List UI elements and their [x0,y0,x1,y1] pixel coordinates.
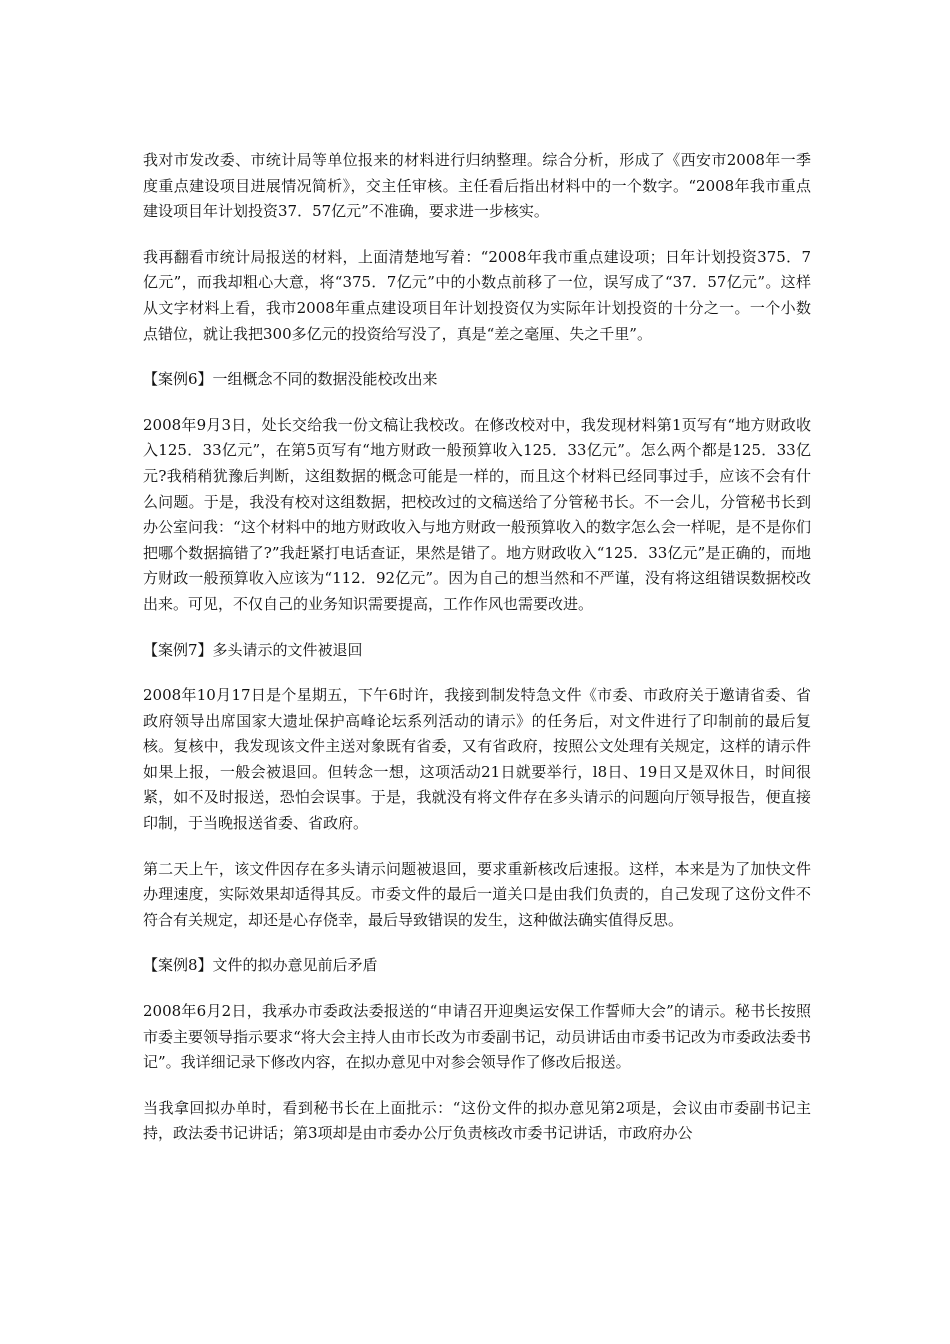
document-page [143,148,811,1167]
paragraph-4: 2008年10月17日是个星期五，下午6时许，我接到制发特急文件《市委、市政府关于邀请省委、省政府领导出席国家大遗址保护高峰论坛系列活动的请示》的任务后，对文件进行了印制前的最后复核。复核中，我发现该文件主送对象既有省委，又有省政府，按照公文处理有关规定，这样的请示件如果上报，一般会被退回。但转念一想，这项活动21日就要举行，l8日、19日又是双休日，时间很紧，如不及时报送，恐怕会误事。于是，我就没有将文件存在多头请示的问题向厅领导报告，便直接印制，于当晚报送省委、省政府。 [143,686,811,833]
paragraph-1: 我对市发改委、市统计局等单位报来的材料进行归纳整理。综合分析，形成了《西安市2008年一季度重点建设项目进展情况简析》，交主任审核。主任看后指出材料中的一个数字。“2008年我市重点建设项目年计划投资37．57亿元”不准确，要求进一步核实。 [143,151,811,221]
case-6-title: 【案例6】一组概念不同的数据没能校改出来 [143,370,438,389]
case-8-title: 【案例8】文件的拟办意见前后矛盾 [143,956,378,975]
case-7-title: 【案例7】多头请示的文件被退回 [143,640,363,659]
paragraph-6: 2008年6月2日，我承办市委政法委报送的“申请召开迎奥运安保工作誓师大会”的请示。秘书长按照市委主要领导指示要求“将大会主持人由市长改为市委副书记，动员讲话由市委书记改为市委政法委书记”。我详细记录下修改内容，在拟办意见中对参会领导作了修改后报送。 [143,1002,811,1072]
paragraph-5: 第二天上午，该文件因存在多头请示问题被退回，要求重新核改后速报。这样，本来是为了加快文件办理速度，实际效果却适得其反。市委文件的最后一道关口是由我们负责的，自己发现了这份文件不符合有关规定，却还是心存侥幸，最后导致错误的发生，这种做法确实值得反思。 [143,859,811,929]
paragraph-2: 我再翻看市统计局报送的材料，上面清楚地写着：“2008年我市重点建设项；日年计划投资375．7亿元”，而我却粗心大意，将“375．7亿元”中的小数点前移了一位，误写成了“37．57亿元”。这样从文字材料上看，我市2008年重点建设项目年计划投资仅为实际年计划投资的十分之一。一个小数点错位，就让我把300多亿元的投资给写没了，真是“差之毫厘、失之千里”。 [143,247,811,343]
paragraph-7: 当我拿回拟办单时，看到秘书长在上面批示：“这份文件的拟办意见第2项是，会议由市委副书记主持，政法委书记讲话；第3项却是由市委办公厅负责核改市委书记讲话，市政府办公 [143,1098,811,1143]
paragraph-3: 2008年9月3日，处长交给我一份文稿让我校改。在修改校对中，我发现材料第1页写有“地方财政收入125．33亿元”，在第5页写有“地方财政一般预算收入125．33亿元”。怎么两个都是125．33亿元?我稍稍犹豫后判断，这组数据的概念可能是一样的，而且这个材料已经同事过手，应该不会有什么问题。于是，我没有校对这组数据，把校改过的文稿送给了分管秘书长。不一会儿，分管秘书长到办公室问我：“这个材料中的地方财政收入与地方财政一般预算收入的数字怎么会一样呢，是不是你们把哪个数据搞错了?”我赶紧打电话查证，果然是错了。地方财政收入“125．33亿元”是正确的，而地方财政一般预算收入应该为“112．92亿元”。因为自己的想当然和不严谨，没有将这组错误数据校改出来。可见，不仅自己的业务知识需要提高，工作作风也需要改进。 [143,415,811,613]
